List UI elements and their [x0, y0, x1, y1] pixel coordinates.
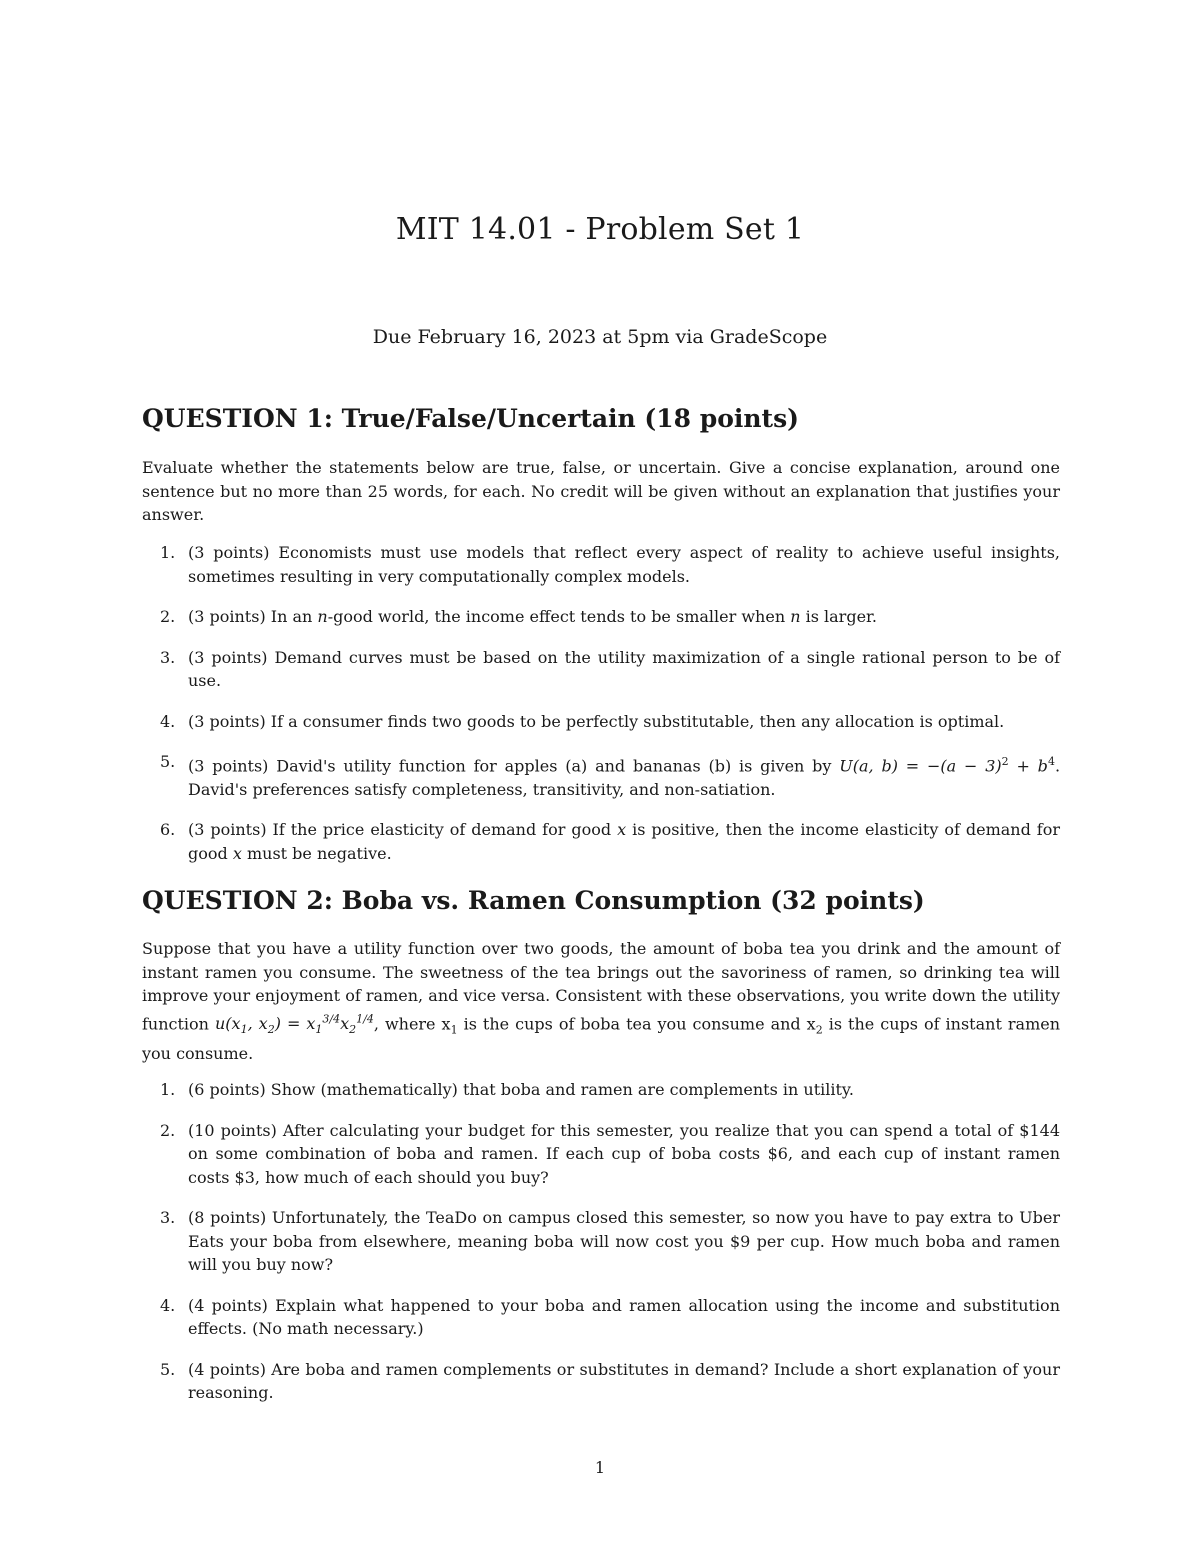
item-text-pre: (3 points) If the price elasticity of demand for good [188, 820, 618, 840]
item-number: 5. [160, 752, 176, 771]
item-text: (10 points) After calculating your budget for this semester, you realize that you can spend a total of $144 on some combination of boba and ramen. If each cup of boba costs $6, and each cup of instant ramen costs $3, how much of each should you buy? [188, 1120, 1060, 1187]
list-item [142, 750, 1060, 801]
item-text: (3 points) If a consumer finds two goods to be perfectly substitutable, then any allocation is optimal. [188, 711, 1005, 731]
item-number: 3. [160, 1208, 176, 1227]
item-number: 6. [160, 820, 176, 840]
math-variable: n [317, 607, 328, 626]
item-text-post: is larger. [800, 607, 878, 626]
item-number: 3. [160, 647, 176, 667]
utility-function: $u(x_1$, $x_2) = x_1^{3/4}x_2^{1/4}$ [215, 1012, 374, 1037]
exponent: 3/4 [322, 1012, 341, 1026]
item-text-pre: (3 points) In an [188, 607, 318, 626]
exponent: 4 [1047, 755, 1055, 768]
item-text: (4 points) Are boba and ramen complements or substitutes in demand? Include a short explanation of your reasoning. [188, 1359, 1060, 1402]
item-text: (6 points) Show (mathematically) that boba and ramen are complements in utility. [188, 1080, 854, 1099]
item-number: 2. [160, 607, 176, 626]
list-item [142, 1358, 1060, 1405]
item-number: 1. [160, 543, 176, 562]
list-item [142, 710, 1060, 734]
list-item [142, 818, 1060, 865]
list-item [142, 1206, 1060, 1277]
subscript: 1 [240, 1023, 248, 1037]
item-text-post: must be negative. [241, 843, 392, 863]
utility-formula: U(a, b) = −(a − 3) [839, 756, 1002, 776]
intro-text: Suppose that you have a utility function over two goods, the amount of boba tea you drink and the amount of instant ramen you consume. The sweetness of the tea brings out the savoriness of ramen, so drinking tea will improve your enjoyment of ramen, and vice versa. Consistent with these observations, you write down the utility function [142, 939, 1060, 1033]
item-number: 4. [160, 1295, 176, 1315]
item-text: (3 points) Demand curves must be based on the utility maximization of a single rational person to be of use. [188, 647, 1060, 690]
formula-part: ) = x [274, 1013, 316, 1033]
item-text-post: . David's preferences satisfy completeness, transitivity, and non-satiation. [188, 756, 1061, 799]
question-2-heading: QUESTION 2: Boba vs. Ramen Consumption (32 points) [142, 886, 925, 915]
item-number: 4. [160, 711, 176, 731]
intro-text: is the cups of instant ramen you consume. [142, 1013, 1061, 1063]
math-variable: x [232, 843, 242, 863]
item-number: 2. [160, 1120, 176, 1140]
list-item [142, 1294, 1060, 1341]
formula-part: , x [247, 1013, 268, 1033]
item-text-mid: is positive, then the income elasticity of demand for good [188, 820, 1061, 863]
item-text: (8 points) Unfortunately, the TeaDo on campus closed this semester, so now you have to pay extra to Uber Eats your boba from elsewhere, meaning boba will now cost you $9 per cup. How much boba and ramen will you buy now? [188, 1208, 1060, 1274]
item-text-mid: -good world, the income effect tends to be smaller when [327, 607, 791, 626]
subscript: 2 [815, 1023, 823, 1037]
math-variable: x [617, 820, 627, 840]
subscript: 1 [450, 1023, 458, 1037]
subscript: 2 [349, 1023, 357, 1037]
list-item [142, 1078, 1060, 1102]
item-text: (4 points) Explain what happened to your boba and ramen allocation using the income and substitution effects. (No math necessary.) [188, 1295, 1060, 1338]
item-number: 1. [160, 1080, 176, 1099]
list-item [142, 605, 1060, 629]
question-1-intro: Evaluate whether the statements below are true, false, or uncertain. Give a concise explanation, around one sentence but no more than 25 words, for each. No credit will be given without an explanation that justifies your answer. [142, 458, 1060, 524]
subscript: 1 [315, 1023, 323, 1037]
list-item [142, 1119, 1060, 1190]
exponent: 2 [1001, 755, 1009, 768]
utility-formula-part2: + b [1008, 756, 1048, 776]
list-item [142, 646, 1060, 693]
question-2-intro [142, 937, 1060, 1065]
question-1-list [142, 541, 1060, 865]
question-1-heading: QUESTION 1: True/False/Uncertain (18 points) [142, 404, 800, 433]
subscript: 2 [267, 1023, 275, 1037]
item-text-pre: (3 points) David's utility function for apples (a) and bananas (b) is given by [188, 756, 840, 776]
question-2-list [142, 1078, 1060, 1405]
exponent: 1/4 [356, 1012, 374, 1026]
intro-text: is the cups of boba tea you consume and x [457, 1013, 816, 1033]
page-title: MIT 14.01 - Problem Set 1 [395, 212, 805, 247]
math-variable: n [790, 607, 801, 626]
due-date: Due February 16, 2023 at 5pm via GradeScope [372, 326, 828, 348]
page-number: 1 [594, 1458, 606, 1477]
formula-part: u(x [215, 1013, 241, 1033]
intro-text: , where x [373, 1013, 451, 1033]
list-item [142, 541, 1060, 588]
item-number: 5. [160, 1359, 176, 1379]
item-text: (3 points) Economists must use models that reflect every aspect of reality to achieve useful insights, sometimes resulting in very computationally complex models. [188, 543, 1060, 586]
